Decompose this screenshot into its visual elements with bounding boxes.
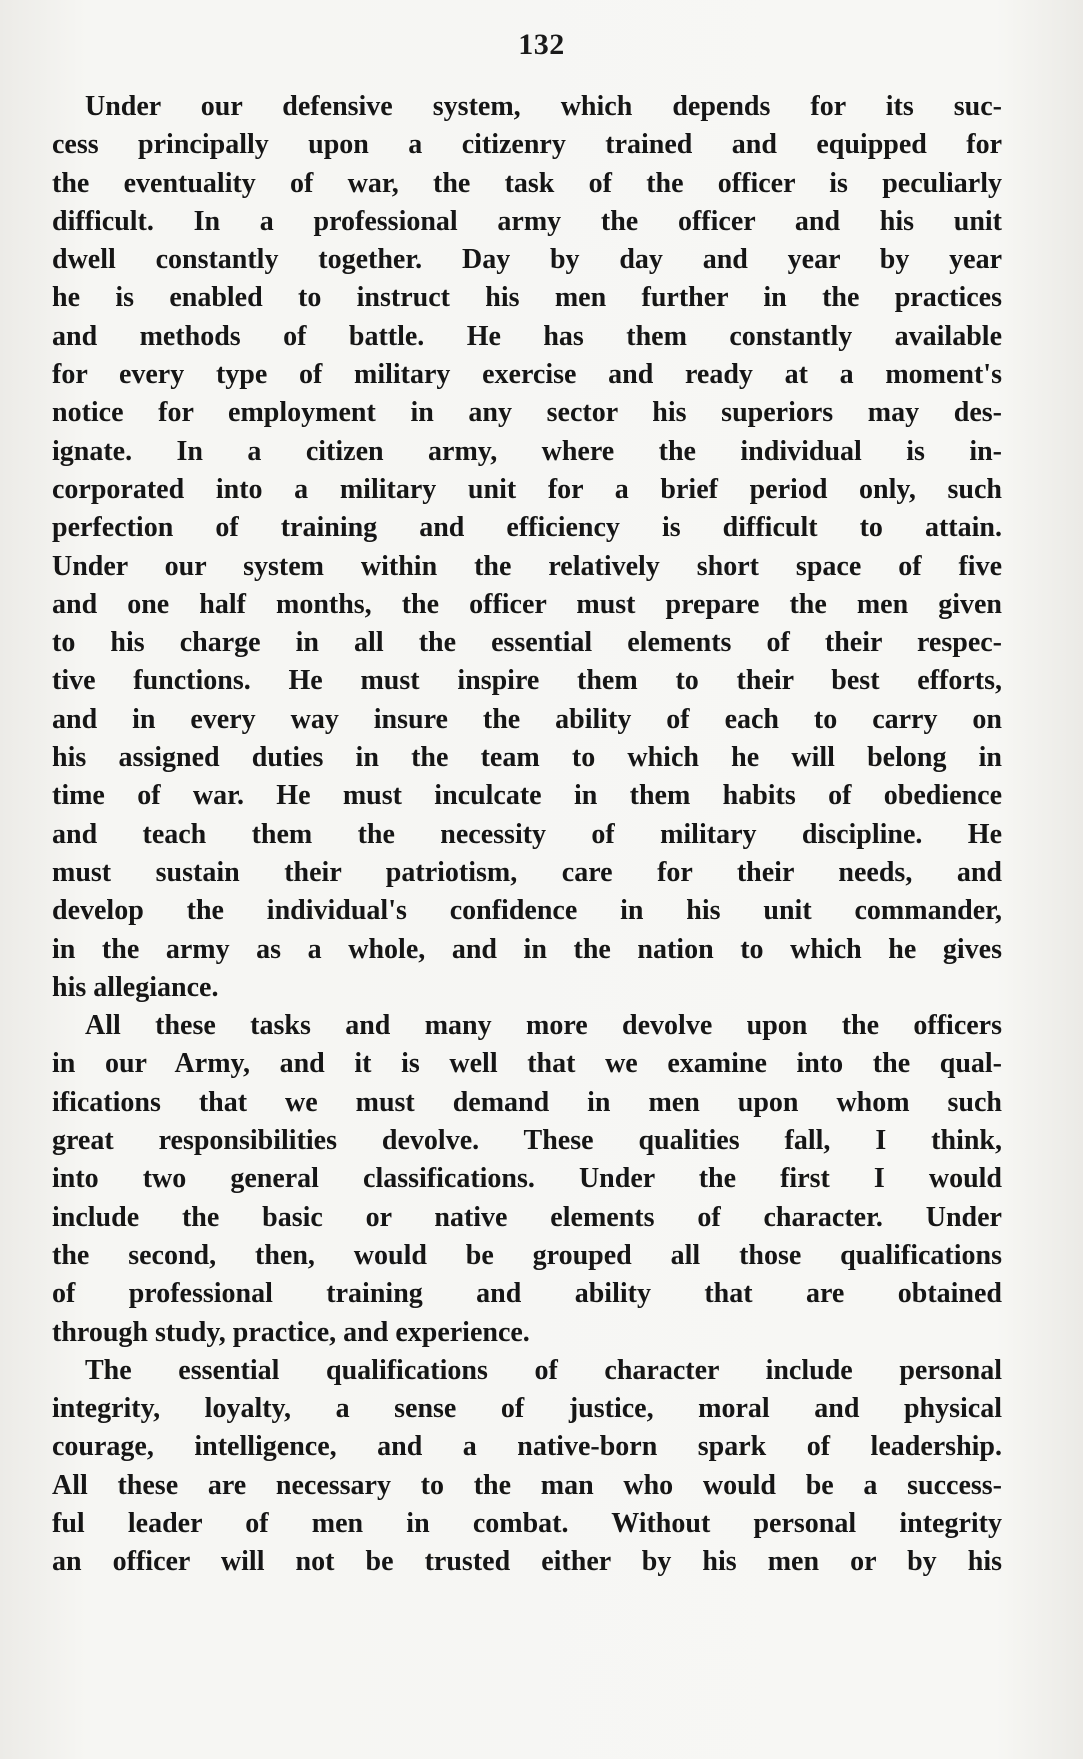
text-line: All these tasks and many more devolve upon the officers (85, 1010, 1002, 1042)
text-line: of professional training and ability that are obtained (52, 1278, 1002, 1310)
text-line: great responsibilities devolve. These qualities fall, I think, (52, 1125, 1002, 1157)
text-line: must sustain their patriotism, care for their needs, and (52, 856, 1002, 888)
text-line: Under our system within the relatively short space of five (52, 550, 1002, 582)
text-line: ifications that we must demand in men upon whom such (52, 1086, 1002, 1118)
text-line: and methods of battle. He has them constantly available (52, 320, 1002, 352)
text-line: he is enabled to instruct his men further in the practices (52, 282, 1002, 314)
text-line: cess principally upon a citizenry trained and equipped for (52, 129, 1002, 161)
text-line: for every type of military exercise and ready at a moment's (52, 359, 1002, 391)
text-line: and in every way insure the ability of each to carry on (52, 703, 1002, 735)
text-line: perfection of training and efficiency is difficult to attain. (52, 512, 1002, 544)
text-line: All these are necessary to the man who would be a success- (52, 1469, 1002, 1501)
paragraph-3 (52, 1352, 1002, 1582)
text-line: into two general classifications. Under the first I would (52, 1163, 1002, 1195)
text-line: in the army as a whole, and in the nation to which he gives (52, 933, 1002, 965)
text-line: Under our defensive system, which depends for its suc- (85, 91, 1002, 122)
text-line: ignate. In a citizen army, where the individual is in- (52, 435, 1002, 467)
text-body (52, 88, 1002, 1582)
text-line: develop the individual's confidence in his unit commander, (52, 895, 1002, 927)
text-line: dwell constantly together. Day by day and year by year (52, 244, 1002, 276)
text-line: include the basic or native elements of character. Under (52, 1201, 1002, 1233)
text-line: time of war. He must inculcate in them habits of obedience (52, 780, 1002, 812)
text-line: in our Army, and it is well that we examine into the qual- (52, 1048, 1002, 1080)
text-line: the eventuality of war, the task of the officer is peculiarly (52, 167, 1002, 199)
text-line: the second, then, would be grouped all those qualifications (52, 1239, 1002, 1271)
text-line: notice for employment in any sector his superiors may des- (52, 397, 1002, 429)
text-line: and teach them the necessity of military discipline. He (52, 818, 1002, 850)
text-line: courage, intelligence, and a native-born spark of leadership. (52, 1431, 1002, 1463)
text-line: tive functions. He must inspire them to their best efforts, (52, 665, 1002, 697)
text-line: difficult. In a professional army the officer and his unit (52, 205, 1002, 237)
paragraph-2 (52, 1007, 1002, 1352)
text-line: his allegiance. (52, 971, 219, 1003)
page-number: 132 (518, 28, 565, 61)
text-line: corporated into a military unit for a brief period only, such (52, 473, 1002, 505)
text-line: an officer will not be trusted either by his men or by his (52, 1546, 1002, 1578)
text-line: his assigned duties in the team to which he will belong in (52, 742, 1002, 774)
text-line: ful leader of men in combat. Without personal integrity (52, 1507, 1002, 1539)
text-line: The essential qualifications of character include personal (85, 1354, 1002, 1386)
text-line: to his charge in all the essential elements of their respec- (52, 627, 1002, 659)
text-line: and one half months, the officer must prepare the men given (52, 588, 1002, 620)
paragraph-1 (52, 88, 1002, 1007)
text-line: through study, practice, and experience. (52, 1316, 530, 1348)
text-line: integrity, loyalty, a sense of justice, moral and physical (52, 1393, 1002, 1425)
